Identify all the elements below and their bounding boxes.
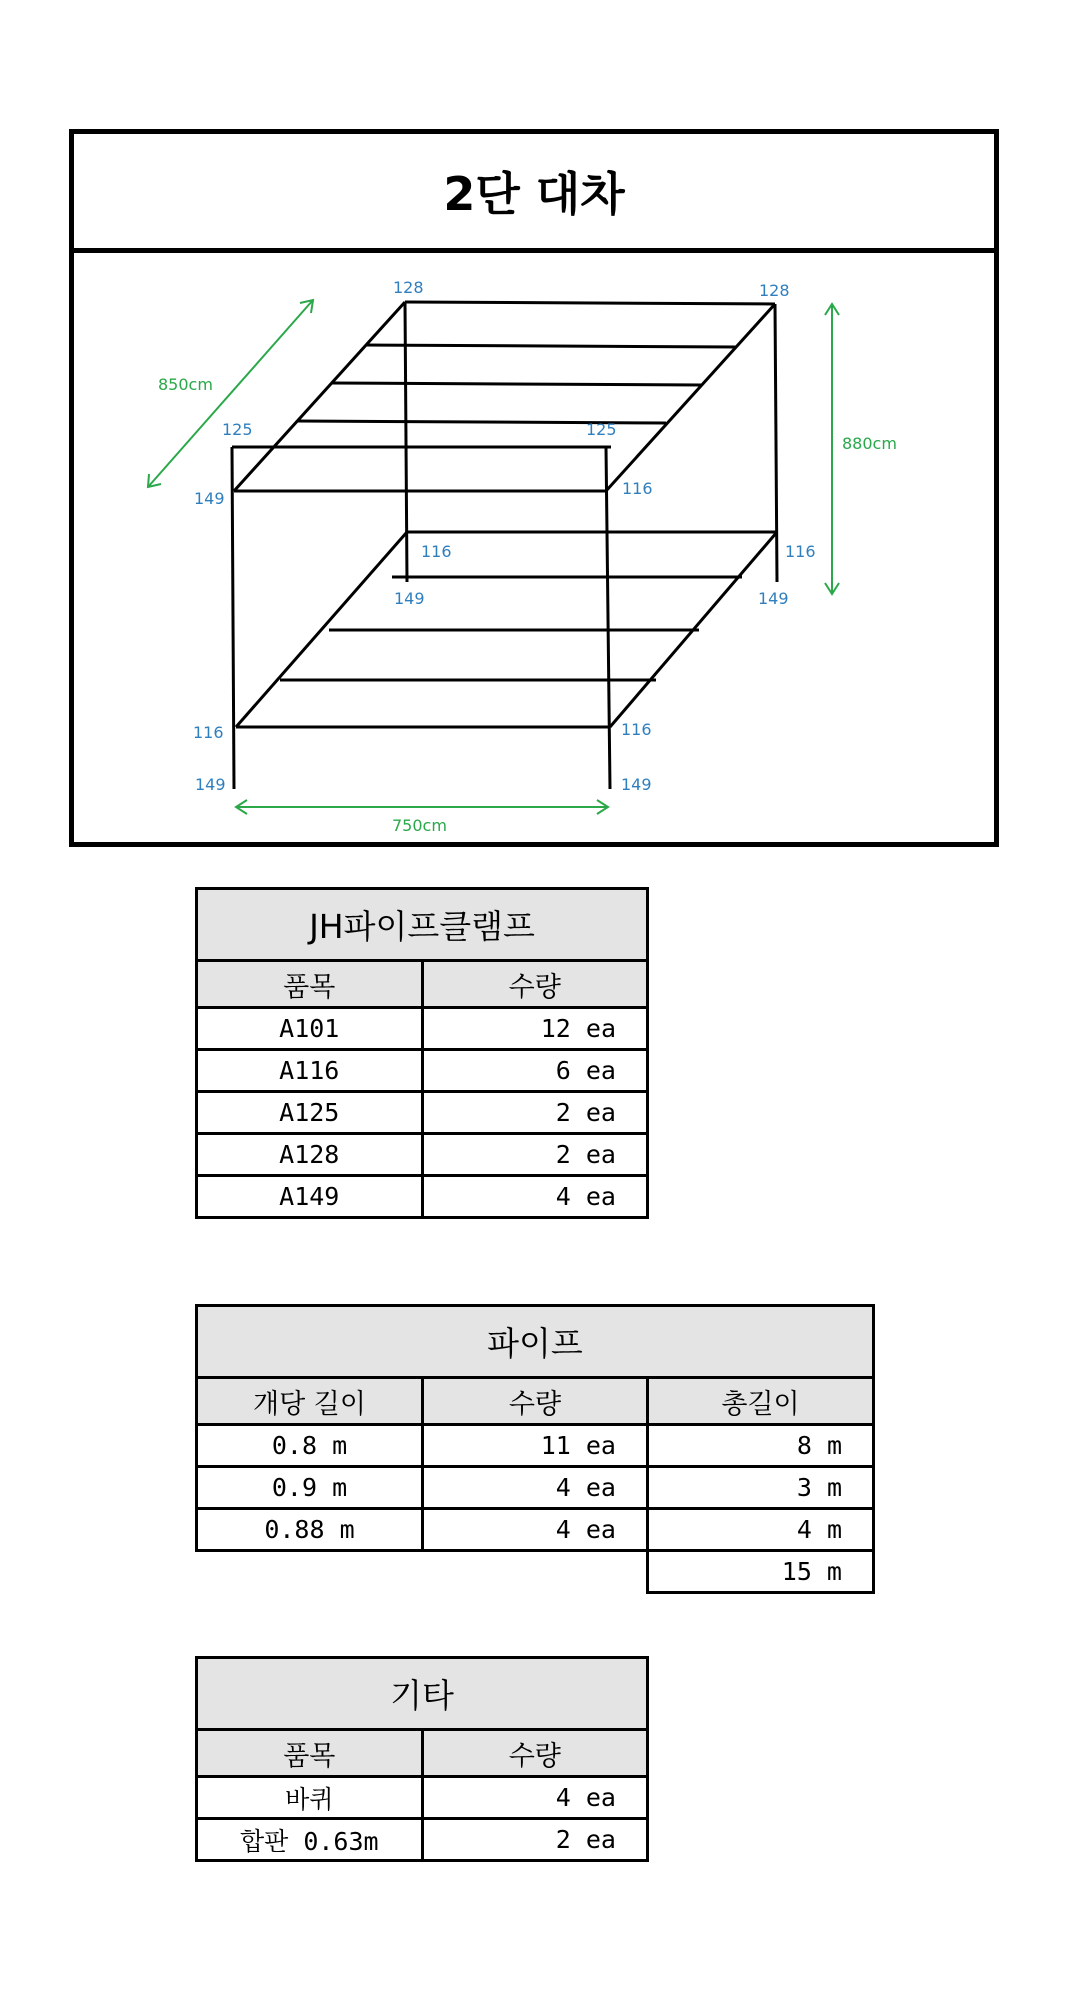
table-row bbox=[197, 1092, 648, 1134]
clamp-qty: 4 ea bbox=[422, 1176, 648, 1218]
pipe-table-title: 파이프 bbox=[197, 1306, 874, 1378]
label-top-back-left: 128 bbox=[393, 278, 424, 297]
table-row bbox=[197, 1050, 648, 1092]
pipe-header-total: 총길이 bbox=[647, 1378, 873, 1425]
cart-frame-drawing bbox=[74, 134, 994, 842]
clamp-item: A128 bbox=[197, 1134, 423, 1176]
clamp-item: A125 bbox=[197, 1092, 423, 1134]
clamp-item: A116 bbox=[197, 1050, 423, 1092]
label-bot-front-left-b: 149 bbox=[195, 775, 226, 794]
pipe-length: 0.88 m bbox=[197, 1509, 423, 1551]
label-top-back-right: 128 bbox=[759, 281, 790, 300]
etc-header-qty: 수량 bbox=[422, 1730, 647, 1777]
dimension-arrows bbox=[148, 300, 839, 814]
dimension-depth: 850cm bbox=[158, 375, 213, 394]
pipe-total: 8 m bbox=[647, 1425, 873, 1467]
label-top-front-left-b: 149 bbox=[194, 489, 225, 508]
cart-diagram bbox=[69, 129, 999, 847]
table-row bbox=[197, 1509, 874, 1551]
etc-table bbox=[195, 1656, 649, 1862]
clamp-item: A101 bbox=[197, 1008, 423, 1050]
clamp-item: A149 bbox=[197, 1176, 423, 1218]
label-bot-back-left-a: 116 bbox=[421, 542, 452, 561]
etc-qty: 2 ea bbox=[422, 1819, 647, 1861]
etc-item: 합판 0.63m bbox=[197, 1819, 423, 1861]
frame-lines bbox=[232, 302, 777, 789]
label-bot-front-right-a: 116 bbox=[621, 720, 652, 739]
label-bot-front-left-a: 116 bbox=[193, 723, 224, 742]
table-row bbox=[197, 1176, 648, 1218]
etc-header-item: 품목 bbox=[197, 1730, 423, 1777]
pipe-table bbox=[195, 1304, 875, 1594]
table-row bbox=[197, 1425, 874, 1467]
label-top-front-right-a: 125 bbox=[586, 420, 617, 439]
pipe-header-length: 개당 길이 bbox=[197, 1378, 423, 1425]
etc-item: 바퀴 bbox=[197, 1777, 423, 1819]
pipe-total: 4 m bbox=[647, 1509, 873, 1551]
table-row bbox=[197, 1819, 648, 1861]
clamp-qty: 12 ea bbox=[422, 1008, 648, 1050]
table-row bbox=[197, 1134, 648, 1176]
label-bot-back-left-b: 149 bbox=[394, 589, 425, 608]
pipe-qty: 11 ea bbox=[422, 1425, 647, 1467]
label-bot-back-right-b: 149 bbox=[758, 589, 789, 608]
label-bot-front-right-b: 149 bbox=[621, 775, 652, 794]
clamp-table bbox=[195, 887, 649, 1219]
pipe-qty: 4 ea bbox=[422, 1509, 647, 1551]
clamp-qty: 6 ea bbox=[422, 1050, 648, 1092]
clamp-header-qty: 수량 bbox=[422, 961, 648, 1008]
dimension-height: 880cm bbox=[842, 434, 897, 453]
etc-table-title: 기타 bbox=[197, 1658, 648, 1730]
table-row bbox=[197, 1008, 648, 1050]
table-row bbox=[197, 1777, 648, 1819]
pipe-length: 0.8 m bbox=[197, 1425, 423, 1467]
clamp-qty: 2 ea bbox=[422, 1134, 648, 1176]
label-top-front-left-a: 125 bbox=[222, 420, 253, 439]
clamp-header-item: 품목 bbox=[197, 961, 423, 1008]
pipe-length: 0.9 m bbox=[197, 1467, 423, 1509]
clamp-qty: 2 ea bbox=[422, 1092, 648, 1134]
label-bot-back-right-a: 116 bbox=[785, 542, 816, 561]
pipe-total-row bbox=[197, 1551, 874, 1593]
label-top-front-right-b: 116 bbox=[622, 479, 653, 498]
diagram-title: 2단 대차 bbox=[74, 134, 994, 253]
pipe-grand-total: 15 m bbox=[647, 1551, 873, 1593]
dimension-width: 750cm bbox=[392, 816, 447, 835]
pipe-header-qty: 수량 bbox=[422, 1378, 647, 1425]
etc-qty: 4 ea bbox=[422, 1777, 647, 1819]
clamp-table-title: JH파이프클램프 bbox=[197, 889, 648, 961]
table-row bbox=[197, 1467, 874, 1509]
pipe-total: 3 m bbox=[647, 1467, 873, 1509]
pipe-qty: 4 ea bbox=[422, 1467, 647, 1509]
